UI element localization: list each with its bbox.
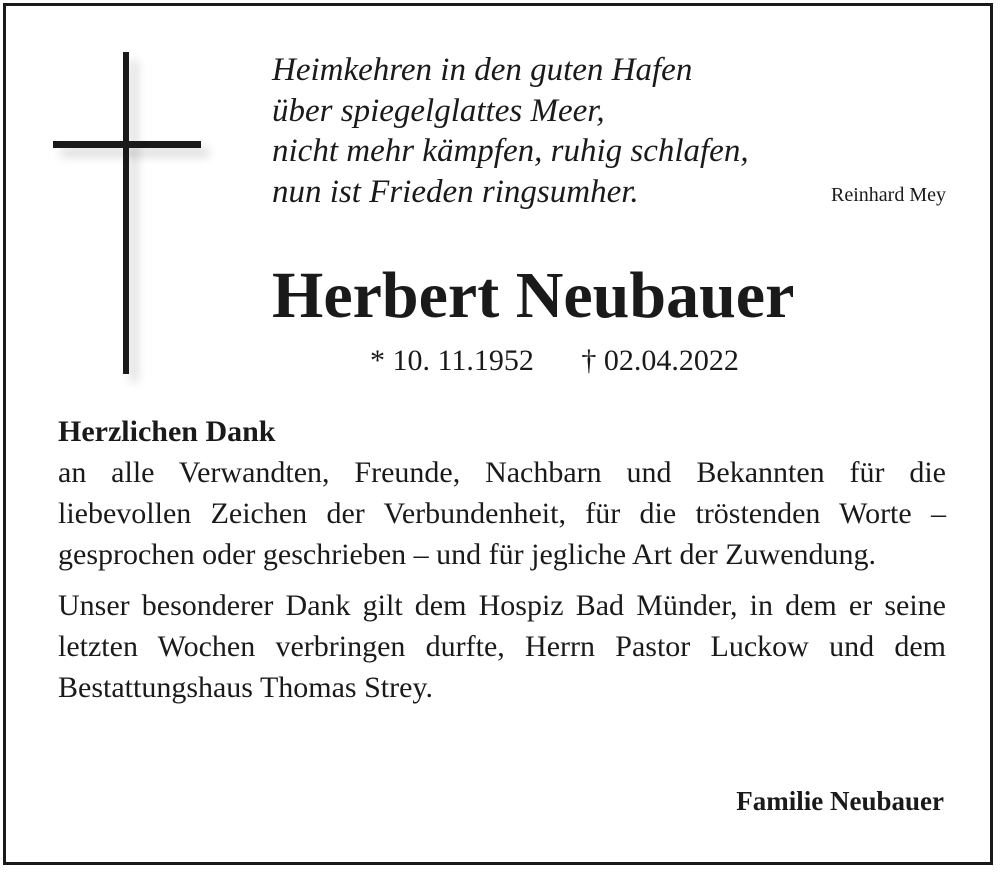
thanks-heading: Herzlichen Dank	[58, 415, 276, 448]
poem-line: über spiegelglattes Meer,	[272, 92, 605, 129]
poem-line: nun ist Frieden ringsumher.	[272, 173, 639, 210]
cross-vertical-bar	[123, 52, 129, 374]
thanks-text	[58, 411, 946, 708]
deceased-name: Herbert Neubauer	[272, 259, 795, 332]
signature: Familie Neubauer	[736, 786, 944, 816]
thanks-paragraph-1: an alle Verwandten, Freunde, Nachbarn und Bekannten für die liebevollen Zeichen der Verbundenheit, für die tröstenden Worte – gesprochen oder geschrieben – und für jegliche Art der Zuwendung.	[58, 456, 946, 571]
death-date: † 02.04.2022	[581, 344, 739, 377]
poem-line: nicht mehr kämpfen, ruhig schlafen,	[272, 133, 749, 169]
life-dates	[370, 344, 739, 378]
thanks-paragraph-2: Unser besonderer Dank gilt dem Hospiz Bad Münder, in dem er seine letzten Wochen verbringen durfte, Herrn Pastor Luckow und dem Bestattungshaus Thomas Strey.	[58, 589, 946, 704]
poem-author: Reinhard Mey	[831, 184, 946, 206]
cross-horizontal-bar	[53, 141, 201, 148]
birth-date: * 10. 11.1952	[370, 344, 534, 377]
poem-line: Heimkehren in den guten Hafen	[272, 52, 693, 88]
